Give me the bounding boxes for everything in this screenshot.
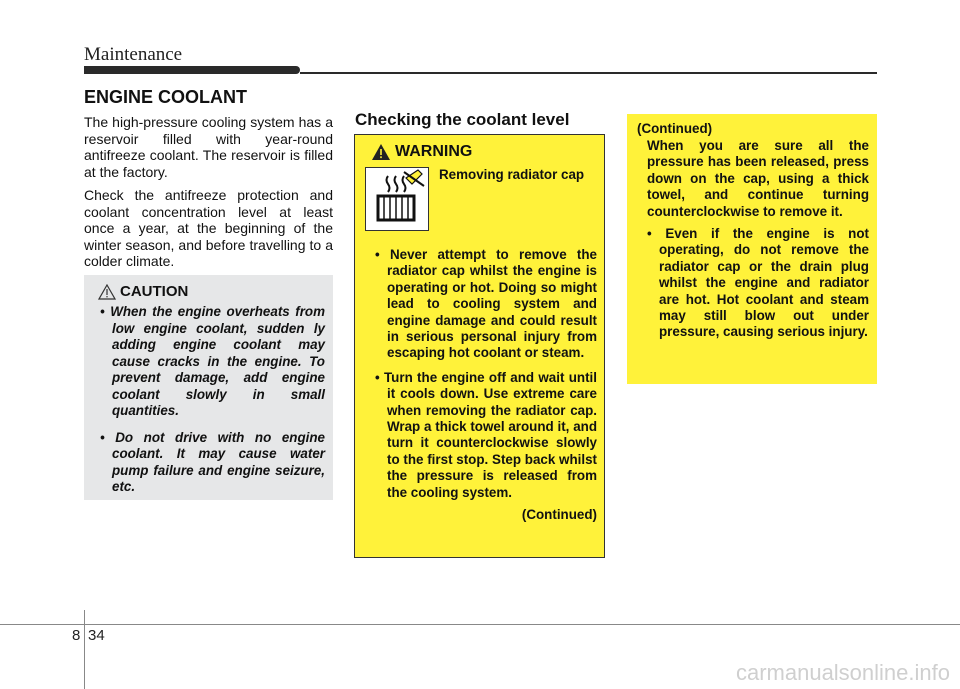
intro-text: [84, 114, 333, 277]
caution-header: [98, 283, 325, 300]
pictogram-caption: Removing radiator cap: [439, 167, 585, 182]
caution-box: [84, 275, 333, 500]
warning-triangle-outline-icon: [98, 284, 116, 300]
warning-header: [371, 143, 597, 161]
running-header: Maintenance: [84, 44, 183, 65]
caution-item: • Do not drive with no engine coolant. It may cause water pump failure and engine seizure, etc.: [100, 429, 325, 494]
header-rule: [300, 72, 877, 74]
warning-title: WARNING: [395, 143, 473, 160]
warning-item: • Turn the engine off and wait until it cools down. Use extreme care when removing the radiator cap. Wrap a thick towel around it, and turn it counterclockwise slowly to the first stop. Step back whilst the pressure is released from the cooling system.: [375, 369, 597, 500]
warning-list: [365, 247, 597, 501]
caution-title: CAUTION: [120, 283, 189, 300]
pictogram-row: [365, 167, 597, 231]
caution-item: • When the engine overheats from low engine coolant, sudden ly adding engine coolant may cause cracks in the engine. To prevent damage, add engine coolant slowly in small quantities.: [100, 304, 325, 418]
intro-paragraph: The high-pressure cooling system has a reservoir filled with year-round antifreeze coolant. The reservoir is filled at the factory.: [84, 114, 333, 180]
continued-list: [637, 226, 869, 341]
watermark: carmanualsonline.info: [735, 660, 950, 685]
continued-label: (Continued): [521, 507, 597, 523]
intro-paragraph: Check the antifreeze protection and coolant concentration level at least once a year, at the beginning of the winter season, and before travelling to a colder climate.: [84, 187, 333, 269]
caution-list: [94, 304, 325, 496]
continued-item: • Even if the engine is not operating, do not remove the radiator cap or the drain plug whilst the engine and radiator are hot. Hot coolant and steam may still blow out under pressure, causing serious injury.: [647, 226, 869, 340]
page-number: 34: [88, 627, 105, 644]
footer-divider: [84, 610, 85, 689]
continued-warning-box: [627, 114, 877, 384]
warning-triangle-filled-icon: [371, 143, 391, 161]
warning-item: • Never attempt to remove the radiator cap whilst the engine is operating or hot. Doing so might lead to cooling system and engine damage and could result in serious personal injury from escaping hot coolant or steam.: [375, 247, 597, 361]
section-title: ENGINE COOLANT: [84, 87, 248, 107]
header-bar: [84, 66, 300, 74]
warning-box: [354, 134, 605, 558]
continued-heading: (Continued): [637, 121, 713, 136]
subsection-title: Checking the coolant level: [355, 110, 570, 129]
continued-paragraph: When you are sure all the pressure has been released, press down on the cap, using a thick towel, and continue turning counterclockwise to remove it.: [647, 138, 869, 219]
footer-rule: [0, 624, 960, 625]
chapter-number: 8: [72, 627, 81, 644]
radiator-cap-hot-icon: [365, 167, 429, 231]
